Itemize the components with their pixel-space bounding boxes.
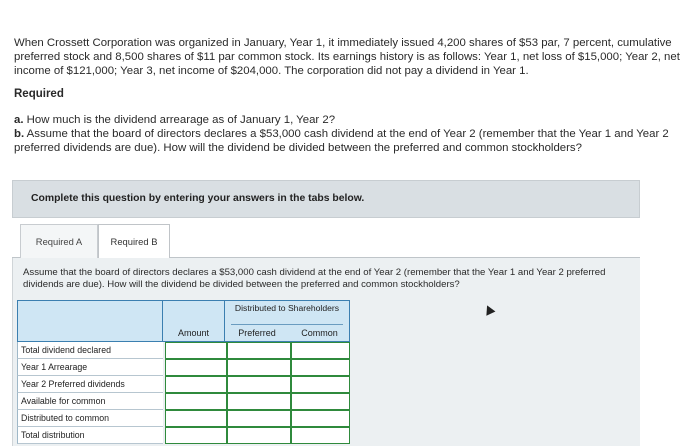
preferred-cell[interactable]: [227, 359, 291, 376]
tab-bar: [12, 224, 640, 258]
amount-input[interactable]: [166, 431, 226, 446]
common-cell[interactable]: [291, 393, 350, 410]
row-label: Distributed to common: [17, 410, 163, 427]
dividend-distribution-table: [17, 300, 350, 446]
required-part-a: [14, 113, 690, 127]
row-label: Year 2 Preferred dividends: [17, 376, 163, 393]
table-row: [17, 359, 350, 376]
part-b-label: b.: [14, 128, 25, 140]
preferred-column-label: Preferred: [238, 328, 276, 338]
amount-cell[interactable]: [165, 342, 227, 359]
header-divider: [231, 324, 343, 325]
common-cell[interactable]: [291, 376, 350, 393]
amount-cell[interactable]: [165, 359, 227, 376]
instruction-bar: [12, 180, 640, 218]
common-cell[interactable]: [291, 410, 350, 427]
preferred-cell[interactable]: [227, 376, 291, 393]
amount-cell[interactable]: [165, 376, 227, 393]
preferred-cell[interactable]: [227, 393, 291, 410]
table-row: [17, 427, 350, 444]
common-cell[interactable]: [291, 342, 350, 359]
amount-column-label: Amount: [177, 328, 210, 338]
preferred-cell[interactable]: [227, 427, 291, 444]
preferred-input[interactable]: [228, 431, 290, 446]
common-cell[interactable]: [291, 427, 350, 444]
table-row: [17, 393, 350, 410]
tab-required-b[interactable]: Required B: [98, 224, 170, 259]
part-a-text: How much is the dividend arrearage as of January 1, Year 2?: [26, 114, 336, 126]
table-row: [17, 342, 350, 359]
amount-cell[interactable]: [165, 410, 227, 427]
required-part-b: [14, 127, 690, 155]
amount-cell[interactable]: [165, 427, 227, 444]
common-cell[interactable]: [291, 359, 350, 376]
part-a-label: a.: [14, 114, 24, 126]
tab-required-a[interactable]: Required A: [20, 224, 98, 258]
panel-question-text: Assume that the board of directors declares a $53,000 cash dividend at the end of Year 2 (remember that the Year 1 and Year 2 preferred dividends are due). How will the dividend be divided between the preferred and common stockholders?: [23, 267, 606, 290]
distributed-title: Distributed to Shareholders: [234, 303, 340, 313]
table-row: [17, 410, 350, 427]
amount-cell[interactable]: [165, 393, 227, 410]
row-label: Available for common: [17, 393, 163, 410]
row-label: Year 1 Arrearage: [17, 359, 163, 376]
part-b-text: Assume that the board of directors declares a $53,000 cash dividend at the end of Year 2 (remember that the Year 1 and Year 2 preferred dividends are due). How will the dividend be divided between the preferred and common stockholders?: [14, 128, 669, 154]
table-header-blank: [17, 300, 163, 342]
instruction-text: Complete this question by entering your answers in the tabs below.: [31, 193, 365, 204]
row-label: Total dividend declared: [17, 342, 163, 359]
preferred-cell[interactable]: [227, 410, 291, 427]
problem-statement: When Crossett Corporation was organized in January, Year 1, it immediately issued 4,200 shares of $53 par, 7 percent, cumulative preferred stock and 8,500 shares of $11 par common stock. Its earnings history is as follows: Year 1, net loss of $15,000; Year 2, net income of $121,000; Year 3, net income of $204,000. The corporation did not pay a dividend in Year 1.: [14, 37, 680, 77]
required-heading: Required: [14, 88, 64, 100]
preferred-cell[interactable]: [227, 342, 291, 359]
row-label: Total distribution: [17, 427, 163, 444]
table-header-amount: [163, 300, 225, 342]
table-row: [17, 376, 350, 393]
table-header-distributed: [225, 300, 350, 342]
common-input[interactable]: [292, 431, 349, 446]
common-column-label: Common: [301, 328, 338, 338]
